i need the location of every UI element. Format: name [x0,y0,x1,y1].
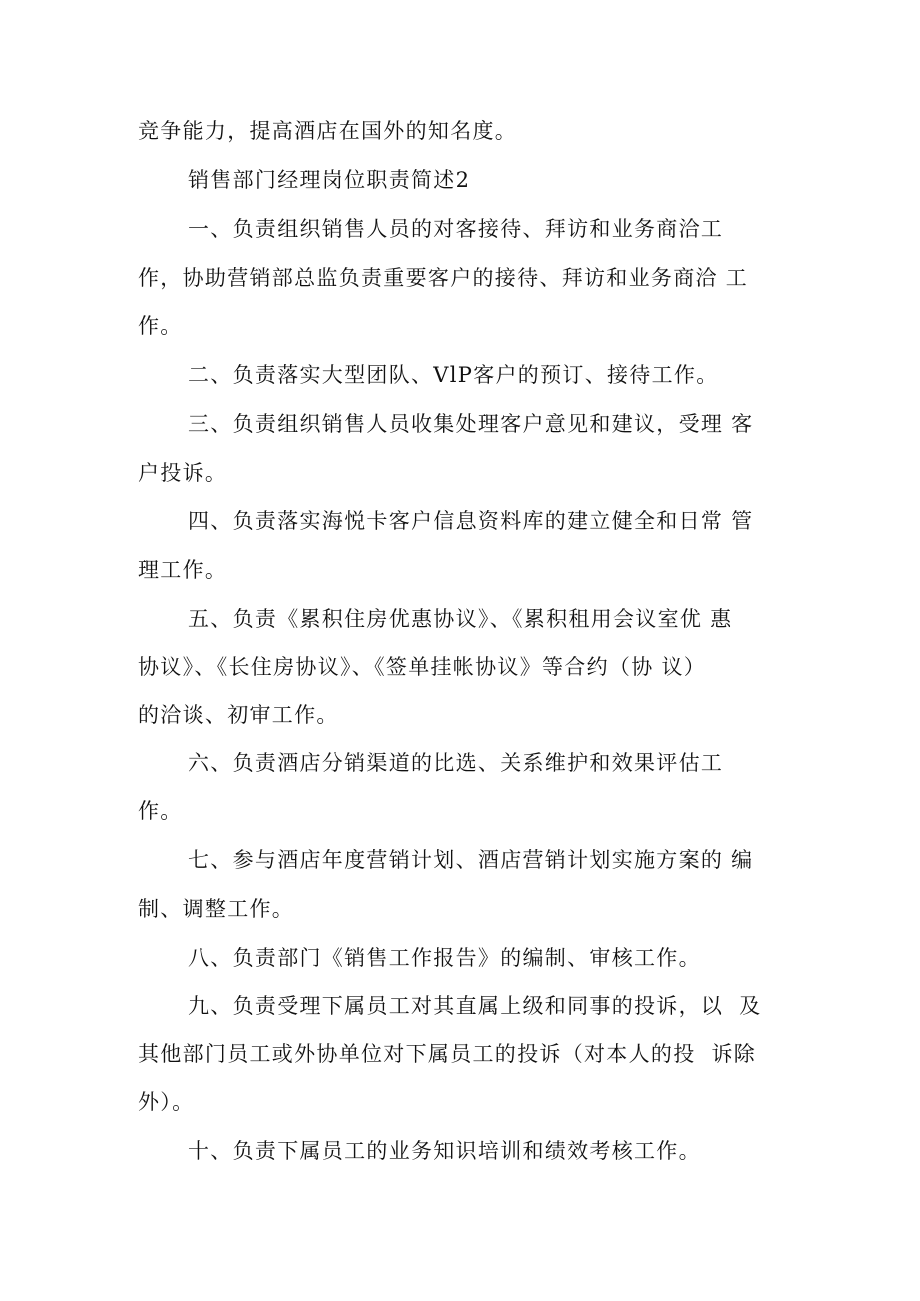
text-line: 八、负责部门《销售工作报告》的编制、审核工作。 [188,946,701,970]
text-line: 竞争能力，提高酒店在国外的知名度。 [138,119,518,143]
text-line: 理工作。 [138,558,228,582]
text-line: 作，协助营销部总监负责重要客户的接待、拜访和业务商洽 工 [138,266,749,290]
text-line: 七、参与酒店年度营销计划、酒店营销计划实施方案的 编 [188,848,754,872]
text-line: 外）。 [138,1090,195,1114]
text-line: 二、负责落实大型团队、VlP客户的预订、接待工作。 [188,363,719,387]
text-line: 三、负责组织销售人员收集处理客户意见和建议，受理 客 [188,412,754,436]
text-line: 其他部门员工或外协单位对下属员工的投诉（对本人的投 诉除 [138,1042,757,1066]
section-heading: 销售部门经理岗位职责简述2 [188,168,471,192]
text-line: 协议》、《长住房协议》、《签单挂帐协议》等合约（协 议） [138,655,707,679]
text-line: 五、负责《累积住房优惠协议》、《累积租用会议室优 惠 [188,607,733,631]
text-line: 六、负责酒店分销渠道的比选、关系维护和效果评估工 [188,751,724,775]
text-line: 的洽谈、初审工作。 [138,703,339,727]
text-line: 制、调整工作。 [138,897,295,921]
text-line: 作。 [138,314,183,338]
text-line: 户投诉。 [138,461,228,485]
text-line: 九、负责受理下属员工对其直属上级和同事的投诉，以 及 [188,994,762,1018]
text-line: 作。 [138,799,183,823]
text-line: 四、负责落实海悦卡客户信息资料库的建立健全和日常 管 [188,509,754,533]
text-line: 十、负责下属员工的业务知识培训和绩效考核工作。 [188,1139,701,1163]
text-line: 一、负责组织销售人员的对客接待、拜访和业务商洽工 [188,217,724,241]
